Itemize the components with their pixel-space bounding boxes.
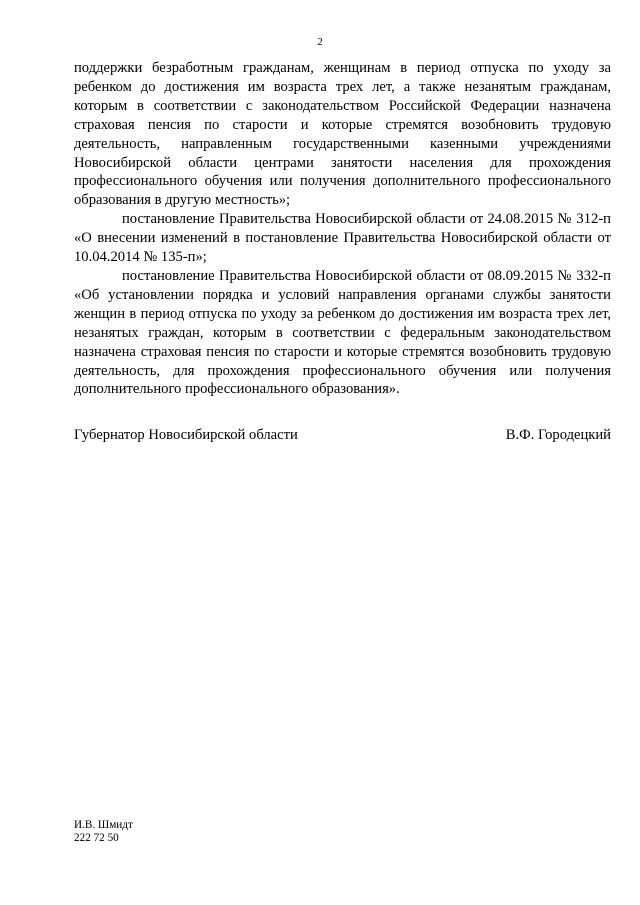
executor-phone: 222 72 50 — [74, 832, 119, 844]
executor-contact — [74, 819, 133, 845]
signatory-name: В.Ф. Городецкий — [505, 427, 611, 443]
executor-name: И.В. Шмидт — [74, 819, 133, 831]
paragraph-continuation: поддержки безработным гражданам, женщинам в период отпуска по уходу за ребенком до достижения им возраста трех лет, а также незанятым гражданам, которым в соответствии с законодательством Российской Федерации назначена страховая пенсия по старости и которые стремятся возобновить трудовую деятельность, направленным государственными казенными учреждениями Новосибирской области центрами занятости населения для прохождения профессионального обучения или получения дополнительного профессионального образования в другую местность»; — [74, 60, 611, 209]
document-body — [74, 59, 611, 399]
paragraph-resolution-312: постановление Правительства Новосибирской области от 24.08.2015 № 312-п «О внесении изменений в постановление Правительства Новосибирской области от 10.04.2014 № 135-п»; — [74, 211, 611, 266]
paragraph-resolution-332: постановление Правительства Новосибирской области от 08.09.2015 № 332-п «Об установлении порядка и условий направления органами службы занятости женщин в период отпуска по уходу за ребенком до достижения им возраста трех лет, незанятых граждан, которым в соответствии с федеральным законодательством назначена страховая пенсия по старости и которые стремятся возобновить трудовую деятельность, для прохождения профессионального обучения или получения дополнительного профессионального образования». — [74, 267, 611, 398]
page-number: 2 — [317, 36, 323, 48]
signatory-title: Губернатор Новосибирской области — [74, 427, 298, 443]
